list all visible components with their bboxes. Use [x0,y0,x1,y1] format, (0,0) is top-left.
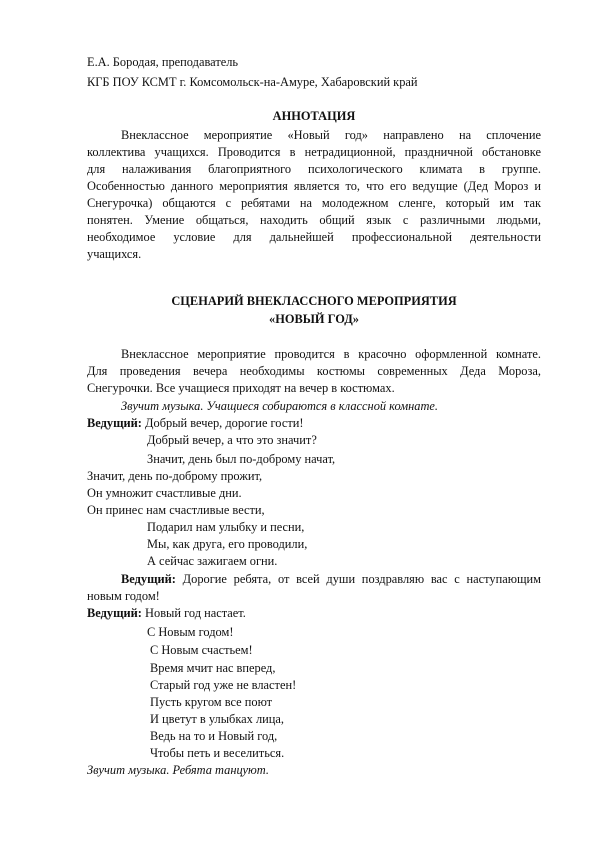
verse-line: Время мчит нас вперед, [150,661,276,675]
annotation-line: Внеклассное мероприятие «Новый год» направлено на сплочение [121,128,541,142]
author-organization: КГБ ПОУ КСМТ г. Комсомольск-на-Амуре, Хабаровский край [87,75,418,89]
annotation-heading: АННОТАЦИЯ [272,109,356,123]
host-text: Новый год настает. [145,606,246,620]
host-line: новым годом! [87,589,160,603]
host-text: Дорогие ребята, от всей души поздравляю вас с наступающим [182,572,541,586]
intro-line: Снегурочки. Все учащиеся приходят на вечер в костюмах. [87,381,395,395]
host-line [87,605,246,622]
stage-direction: Звучит музыка. Учащиеся собираются в классной комнате. [121,399,439,413]
verse-line: И цветут в улыбках лица, [150,712,284,726]
annotation-line: понятен. Умение общаться, находить общий язык с различными людьми, [87,213,541,227]
verse-line: Значит, день был по-доброму начат, [147,452,336,466]
intro-line: Для проведения вечера необходимы костюмы современных Деда Мороза, [87,364,541,378]
host-line [121,571,541,588]
host-line [87,415,304,432]
verse-line: Пусть кругом все поют [150,695,273,709]
verse-line: Добрый вечер, а что это значит? [147,433,317,447]
verse-line: Чтобы петь и веселиться. [150,746,285,760]
verse-line: С Новым счастьем! [150,643,253,657]
stage-direction: Звучит музыка. Ребята танцуют. [87,763,269,777]
annotation-line: учащихся. [87,247,142,261]
verse-line: А сейчас зажигаем огни. [147,554,278,568]
verse-line: Он принес нам счастливые вести, [87,503,265,517]
scenario-title: СЦЕНАРИЙ ВНЕКЛАССНОГО МЕРОПРИЯТИЯ [171,294,457,308]
verse-line: Старый год уже не властен! [150,678,297,692]
intro-line: Внеклассное мероприятие проводится в красочно оформленной комнате. [121,347,541,361]
annotation-line: необходимое условие для дальнейшей профессиональной деятельности [87,230,541,244]
host-label: Ведущий: [87,416,142,430]
annotation-line: Снегурочка) общаются с ребятами на молодежном сленге, который им так [87,196,541,210]
verse-line: Подарил нам улыбку и песни, [147,520,305,534]
author-name: Е.А. Бородая, преподаватель [87,55,239,69]
host-label: Ведущий: [121,572,176,586]
verse-line: Мы, как друга, его проводили, [147,537,308,551]
host-text: Добрый вечер, дорогие гости! [145,416,304,430]
verse-line: Он умножит счастливые дни. [87,486,242,500]
verse-line: Значит, день по-доброму прожит, [87,469,263,483]
annotation-line: коллектива учащихся. Проводится в нетрадиционной, праздничной обстановке [87,145,541,159]
scenario-subtitle: «НОВЫЙ ГОД» [269,312,359,326]
verse-line: С Новым годом! [147,625,234,639]
annotation-line: Особенностью данного мероприятия является то, что его ведущие (Дед Мороз и [87,179,541,193]
host-label: Ведущий: [87,606,142,620]
verse-line: Ведь на то и Новый год, [150,729,278,743]
annotation-line: для налаживания благоприятного психологического климата в группе. [87,162,541,176]
